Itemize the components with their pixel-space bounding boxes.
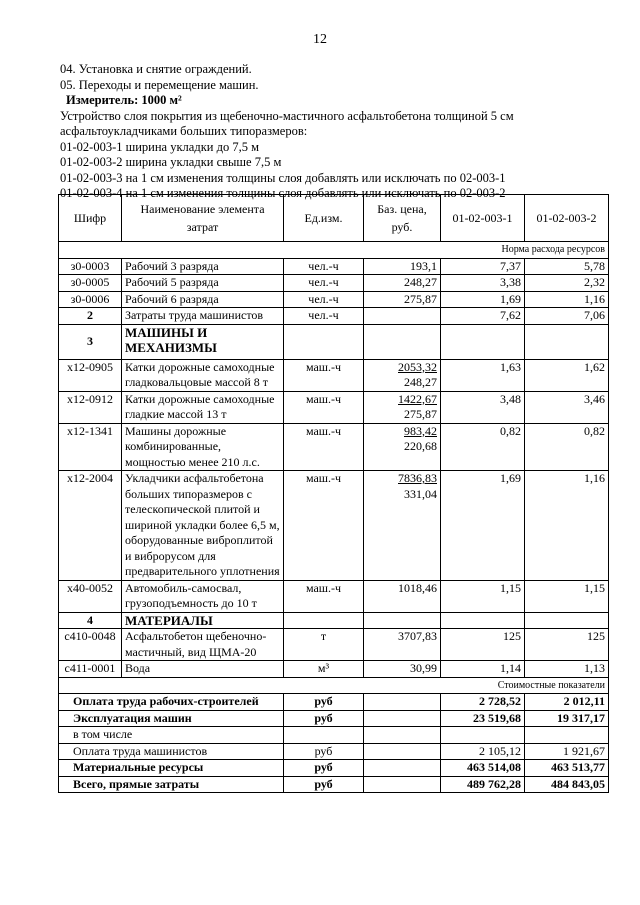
description-line: 01-02-003-2 ширина укладки свыше 7,5 м (60, 155, 282, 169)
header-col1: 01-02-003-1 (441, 195, 525, 242)
price-main: 983,42 (404, 423, 437, 438)
cell-v2: 1,16 (525, 471, 609, 581)
cost-label: Стоимостные показатели (59, 677, 609, 694)
cell-unit: м³ (284, 661, 364, 678)
header-code: Шифр (59, 195, 122, 242)
cell-code: х40-0052 (59, 580, 122, 612)
summary-unit: руб (284, 776, 364, 793)
summary-v2 (525, 727, 609, 744)
summary-v1 (441, 727, 525, 744)
summary-name: в том числе (59, 727, 284, 744)
price-sub: 220,68 (404, 439, 437, 453)
summary-v2: 1 921,67 (525, 743, 609, 760)
header-col2: 01-02-003-2 (525, 195, 609, 242)
cell-v2: 7,06 (525, 308, 609, 325)
intro-line: 05. Переходы и перемещение машин. (60, 77, 259, 92)
cell-v2: 0,82 (525, 423, 609, 471)
cell-price (364, 359, 441, 391)
header-name: Наименование элемента затрат (122, 195, 284, 242)
cell-name: Вода (122, 661, 284, 678)
empty-cell (525, 324, 609, 359)
cell-code: х12-2004 (59, 471, 122, 581)
cell-price: 248,27 (364, 275, 441, 292)
cell-unit: т (284, 629, 364, 661)
empty-cell (441, 324, 525, 359)
cell-code: х12-1341 (59, 423, 122, 471)
cell-name: Укладчики асфальтобетона больших типоразмеров с телескопической плитой и шириной укладки более 6,5 м, оборудованные виброплитой и виброрусом для предварительного уплотнения (122, 471, 284, 581)
cell-code: с410-0048 (59, 629, 122, 661)
cell-code: з0-0005 (59, 275, 122, 292)
table-header (59, 195, 609, 242)
cell-name: Рабочий 5 разряда (122, 275, 284, 292)
meter-label: Измеритель: 1000 м² (66, 93, 182, 107)
summary-row (59, 776, 609, 793)
cell-v2: 125 (525, 629, 609, 661)
cell-name: Асфальтобетон щебеночно-мастичный, вид ЩМА-20 (122, 629, 284, 661)
empty-cell (364, 760, 441, 777)
table-row (59, 471, 609, 581)
cell-price (364, 423, 441, 471)
empty-cell (284, 612, 364, 629)
page-number: 12 (313, 32, 327, 47)
summary-v1: 23 519,68 (441, 710, 525, 727)
cell-code: з0-0003 (59, 258, 122, 275)
intro-line: 04. Установка и снятие ограждений. (60, 62, 252, 76)
summary-unit: руб (284, 743, 364, 760)
cell-unit: маш.-ч (284, 580, 364, 612)
table-row (59, 291, 609, 308)
cell-v1: 0,82 (441, 423, 525, 471)
cell-unit: чел.-ч (284, 308, 364, 325)
summary-row (59, 710, 609, 727)
empty-cell (364, 743, 441, 760)
summary-unit: руб (284, 694, 364, 711)
price-main: 7836,83 (398, 471, 437, 485)
header-unit: Ед.изм. (284, 195, 364, 242)
summary-v2: 2 012,11 (525, 694, 609, 711)
summary-row (59, 694, 609, 711)
description-line: Устройство слоя покрытия из щебеночно-мастичного асфальтобетона толщиной 5 см (60, 108, 514, 123)
cell-name: Автомобиль-самосвал, грузоподъемность до 10 т (122, 580, 284, 612)
cell-name: Катки дорожные самоходные гладкие массой 13 т (122, 391, 284, 423)
cell-unit: маш.-ч (284, 471, 364, 581)
section-title: МАТЕРИАЛЫ (122, 612, 284, 629)
empty-cell (364, 324, 441, 359)
cell-v1: 125 (441, 629, 525, 661)
section-number: 3 (59, 324, 122, 359)
cell-price (364, 471, 441, 581)
cell-v2: 1,15 (525, 580, 609, 612)
cell-unit: маш.-ч (284, 359, 364, 391)
norm-label: Норма расхода ресурсов (59, 242, 609, 259)
empty-cell (364, 776, 441, 793)
price-sub: 275,87 (404, 407, 437, 421)
description-line: 01-02-003-4 на 1 см изменения толщины слоя добавлять или исключать по 02-003-2 (60, 186, 506, 200)
summary-row (59, 727, 609, 744)
cell-code: з0-0006 (59, 291, 122, 308)
cell-v1: 7,37 (441, 258, 525, 275)
table-row (59, 423, 609, 471)
table-row (59, 258, 609, 275)
empty-cell (364, 694, 441, 711)
section-row (59, 324, 609, 359)
table-row (59, 391, 609, 423)
empty-cell (364, 612, 441, 629)
cost-row (59, 677, 609, 694)
price-sub: 331,04 (404, 486, 437, 501)
table-row (59, 275, 609, 292)
cell-v1: 1,69 (441, 291, 525, 308)
empty-cell (364, 727, 441, 744)
cell-code: с411-0001 (59, 661, 122, 678)
cell-code: 2 (59, 308, 122, 325)
cell-v1: 1,15 (441, 580, 525, 612)
description-line: 01-02-003-3 на 1 см изменения толщины слоя добавлять или исключать по 02-003-1 (60, 170, 506, 185)
table-row (59, 661, 609, 678)
summary-v2: 484 843,05 (525, 776, 609, 793)
cell-v1: 1,14 (441, 661, 525, 678)
cell-code: х12-0912 (59, 391, 122, 423)
resource-table (58, 194, 609, 793)
cell-unit: чел.-ч (284, 258, 364, 275)
cell-name: Рабочий 3 разряда (122, 258, 284, 275)
cell-price: 1018,46 (364, 580, 441, 612)
section-number: 4 (59, 612, 122, 629)
price-main: 2053,32 (398, 359, 437, 374)
summary-name: Всего, прямые затраты (59, 776, 284, 793)
cell-price: 275,87 (364, 291, 441, 308)
empty-cell (284, 324, 364, 359)
summary-v1: 2 105,12 (441, 743, 525, 760)
table-row (59, 580, 609, 612)
cell-price: 193,1 (364, 258, 441, 275)
empty-cell (364, 710, 441, 727)
cell-unit: маш.-ч (284, 423, 364, 471)
cell-price (364, 391, 441, 423)
table-row (59, 629, 609, 661)
cell-code: х12-0905 (59, 359, 122, 391)
cell-name: Рабочий 6 разряда (122, 291, 284, 308)
cell-price: 30,99 (364, 661, 441, 678)
summary-v1: 489 762,28 (441, 776, 525, 793)
cell-v1: 7,62 (441, 308, 525, 325)
summary-unit: руб (284, 760, 364, 777)
description-line: 01-02-003-1 ширина укладки до 7,5 м (60, 139, 259, 154)
table-row (59, 359, 609, 391)
summary-unit (284, 727, 364, 744)
cell-name: Затраты труда машинистов (122, 308, 284, 325)
cell-price: 3707,83 (364, 629, 441, 661)
empty-cell (525, 612, 609, 629)
summary-name: Оплата труда рабочих-строителей (59, 694, 284, 711)
norm-row (59, 242, 609, 259)
cell-v2: 2,32 (525, 275, 609, 292)
summary-row (59, 760, 609, 777)
cell-name: Машины дорожные комбинированные, мощностью менее 210 л.с. (122, 423, 284, 471)
cell-v1: 3,48 (441, 391, 525, 423)
summary-name: Материальные ресурсы (59, 760, 284, 777)
cell-v2: 5,78 (525, 258, 609, 275)
cell-unit: чел.-ч (284, 275, 364, 292)
summary-name: Оплата труда машинистов (59, 743, 284, 760)
cell-v1: 1,63 (441, 359, 525, 391)
summary-unit: руб (284, 710, 364, 727)
empty-cell (441, 612, 525, 629)
cell-v1: 1,69 (441, 471, 525, 581)
summary-v1: 463 514,08 (441, 760, 525, 777)
description-line: асфальтоукладчиками больших типоразмеров: (60, 124, 308, 138)
summary-v1: 2 728,52 (441, 694, 525, 711)
cell-v2: 1,62 (525, 359, 609, 391)
summary-v2: 463 513,77 (525, 760, 609, 777)
cell-unit: маш.-ч (284, 391, 364, 423)
cell-v2: 3,46 (525, 391, 609, 423)
section-row (59, 612, 609, 629)
cell-v2: 1,16 (525, 291, 609, 308)
cell-unit: чел.-ч (284, 291, 364, 308)
summary-row (59, 743, 609, 760)
cell-name: Катки дорожные самоходные гладковальцовые массой 8 т (122, 359, 284, 391)
header-price: Баз. цена, руб. (364, 195, 441, 242)
section-title: МАШИНЫ И МЕХАНИЗМЫ (122, 324, 284, 359)
price-sub: 248,27 (404, 375, 437, 389)
intro-block (60, 62, 620, 202)
price-main: 1422,67 (398, 391, 437, 406)
summary-v2: 19 317,17 (525, 710, 609, 727)
cell-price (364, 308, 441, 325)
cell-v1: 3,38 (441, 275, 525, 292)
cell-v2: 1,13 (525, 661, 609, 678)
summary-name: Эксплуатация машин (59, 710, 284, 727)
table-row (59, 308, 609, 325)
